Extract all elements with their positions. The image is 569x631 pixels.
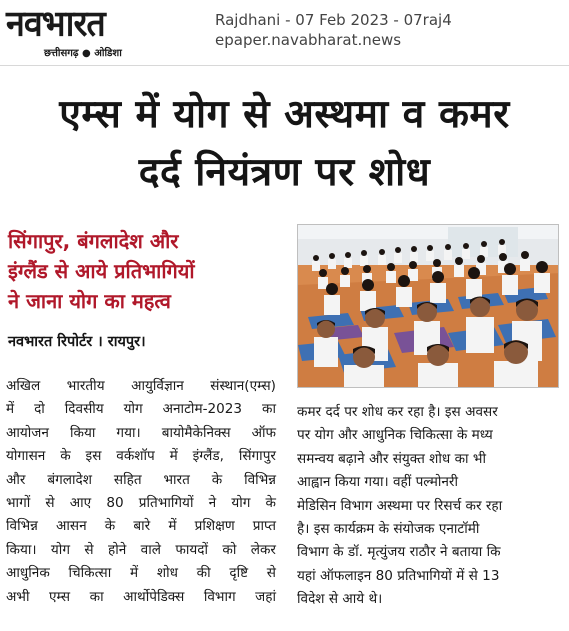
body-line: मेडिसिन विभाग अस्थमा पर रिसर्च कर रहा [297,497,503,514]
epaper-site: epaper.navabharat.news [215,31,402,49]
body-line: किया। योग से होने वाले फायदों को लेकर [6,541,276,558]
body-line: समन्वय बढ़ाने और संयुक्त शोध का भी [297,450,486,467]
body-line: अभी एम्स का आर्थोपेडिक्स विभाग जहां [6,588,276,605]
body-line: कमर दर्द पर शोध कर रहा है। इस अवसर [297,404,498,420]
body-line: यहां ऑफलाइन 80 प्रतिभागियों में से 13 [297,567,500,584]
headline [6,86,563,202]
article-photo [297,224,559,388]
body-line: अखिल भारतीय आयुर्विज्ञान संस्थान(एम्स) [6,378,276,394]
body-line: विभाग के डॉ. मृत्युंजय राठौर ने बताया कि [297,544,501,561]
subheadline [8,226,288,316]
body-line: आह्वान किया गया। वहीं पल्मोनरी [297,474,458,491]
body-line: है। इस कार्यक्रम के संयोजक एनाटॉमी [297,521,480,538]
edition-meta [215,10,452,50]
body-line: आधुनिक चिकित्सा में शोध की दृष्टि से [6,565,276,582]
subhead-line: इंग्लैंड से आये प्रतिभागियों [8,259,195,283]
body-line: विभिन्न आसन के बारे में प्रशिक्षण प्राप्त [6,518,276,535]
subhead-line: सिंगापुर, बंगलादेश और [8,229,179,253]
body-line: और बंगलादेश सहित भारत के विभिन्न [6,471,276,488]
edition-line: Rajdhani - 07 Feb 2023 - 07raj4 [215,11,452,29]
body-line: में दो दिवसीय योग अनाटोम-2023 का [6,401,276,418]
body-line: योगासन के इस वर्कशॉप में इंग्लैंड, सिंगापुर [6,448,276,465]
body-line: पर योग और आधुनिक चिकित्सा के मध्य [297,427,493,444]
byline: नवभारत रिपोर्टर । रायपुर। [8,334,146,350]
logo-wordmark: नवभारत [6,3,105,45]
headline-line: एम्स में योग से अस्थमा व कमर [59,92,510,137]
masthead [0,0,569,66]
edition-regions: छत्तीसगढ़ ● ओडिशा [44,48,122,59]
newspaper-logo [4,4,200,62]
yoga-workshop-photo [298,225,559,388]
headline-line: दर्द नियंत्रण पर शोध [138,150,431,195]
body-line: विदेश से आये थे। [297,591,383,608]
body-line: आयोजन किया गया। बायोमैकेनिक्स ऑफ [6,424,276,441]
article-body-right-column [297,401,561,612]
body-line: भागों से आए 80 प्रतिभागियों ने योग के [6,495,276,512]
article-body-left-column [6,375,276,609]
subhead-line: ने जाना योग का महत्व [8,289,171,313]
